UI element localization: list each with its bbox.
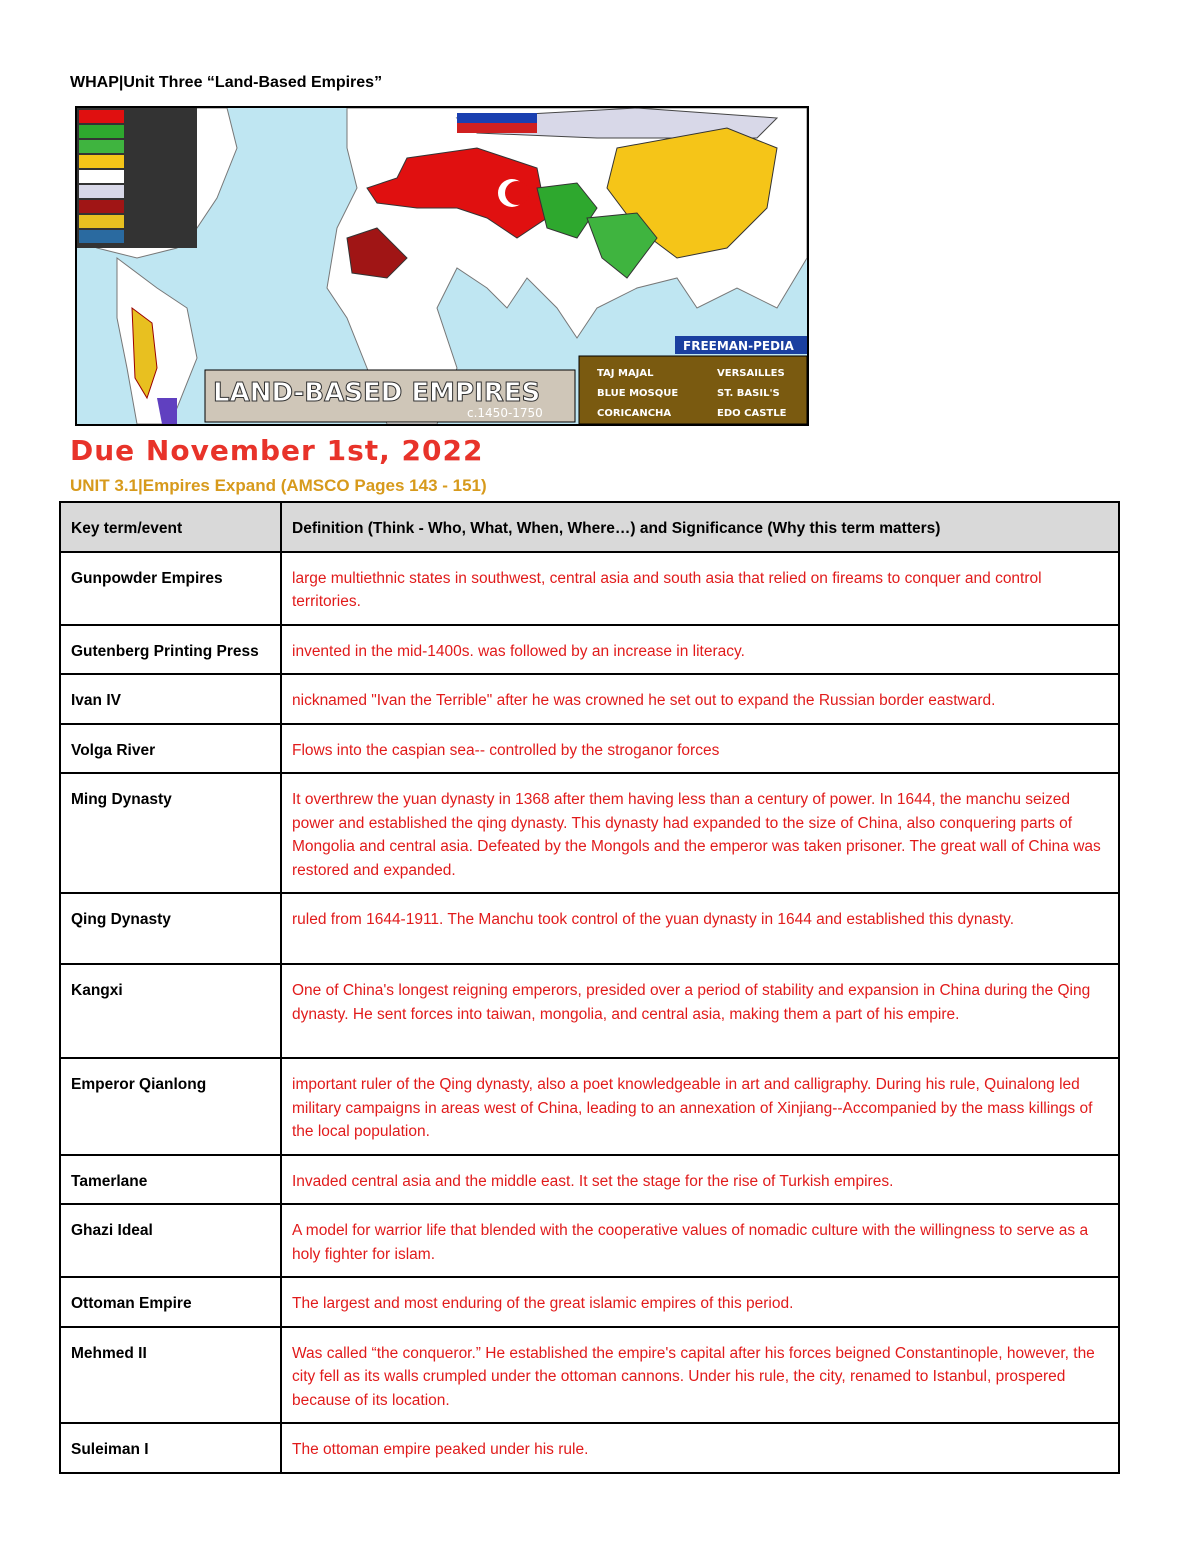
term-cell: Ivan IV [60,674,281,724]
table-row [60,724,1119,774]
term-cell: Kangxi [60,964,281,1058]
term-cell: Gutenberg Printing Press [60,625,281,675]
header-definition: Definition (Think - Who, What, When, Where…) and Significance (Why this term matters) [281,502,1119,552]
term-cell: Ming Dynasty [60,773,281,893]
table-row [60,964,1119,1058]
landmark-versailles: VERSAILLES [717,368,785,379]
table-row [60,1277,1119,1327]
term-cell: Gunpowder Empires [60,552,281,625]
term-cell: Ghazi Ideal [60,1204,281,1277]
term-cell: Ottoman Empire [60,1277,281,1327]
header-key-term: Key term/event [60,502,281,552]
definition-cell: It overthrew the yuan dynasty in 1368 after them having less than a century of power. In 1644, the manchu seized power and established the qing dynasty. This dynasty had expanded to the size of China, also conquering parts of Mongolia and central asia. Defeated by the Mongols and the emperor was taken prisoner. The great wall of China was restored and expanded. [281,773,1119,893]
landmark-coricancha: CORICANCHA [597,408,672,419]
table-row [60,552,1119,625]
term-cell: Emperor Qianlong [60,1058,281,1155]
due-date: Due November 1st, 2022 [70,434,484,467]
definition-cell: A model for warrior life that blended with the cooperative values of nomadic culture with the willingness to serve as a holy fighter for islam. [281,1204,1119,1277]
table-header-row [60,502,1119,552]
definition-cell: ruled from 1644-1911. The Manchu took control of the yuan dynasty in 1644 and established this dynasty. [281,893,1119,964]
term-cell: Qing Dynasty [60,893,281,964]
table-row [60,674,1119,724]
key-terms-table [59,501,1120,1474]
map-dates: c.1450-1750 [467,406,543,420]
unit-heading: UNIT 3.1|Empires Expand (AMSCO Pages 143 - 151) [70,476,487,495]
definition-cell: nicknamed "Ivan the Terrible" after he was crowned he set out to expand the Russian border eastward. [281,674,1119,724]
definition-cell: invented in the mid-1400s. was followed by an increase in literacy. [281,625,1119,675]
table-row [60,1058,1119,1155]
definition-cell: The ottoman empire peaked under his rule. [281,1423,1119,1473]
term-cell: Mehmed II [60,1327,281,1424]
table-row [60,625,1119,675]
term-cell: Tamerlane [60,1155,281,1205]
definition-cell: The largest and most enduring of the great islamic empires of this period. [281,1277,1119,1327]
landmark-edo-castle: EDO CASTLE [717,408,787,419]
table-row [60,893,1119,964]
term-cell: Volga River [60,724,281,774]
landmark-blue-mosque: BLUE MOSQUE [597,388,679,399]
definition-cell: Was called “the conqueror.” He established the empire's capital after his forces beigned Constantinople, however, the city fell as its walls crumpled under the ottoman cannons. Under his rule, the city, renamed to Istanbul, prospered because of its location. [281,1327,1119,1424]
table-row [60,1155,1119,1205]
map-banner: LAND-BASED EMPIRES [213,378,541,408]
term-cell: Suleiman I [60,1423,281,1473]
table-row [60,1423,1119,1473]
definition-cell: Flows into the caspian sea-- controlled by the stroganor forces [281,724,1119,774]
empires-map [75,106,809,426]
definition-cell: important ruler of the Qing dynasty, also a poet knowledgeable in art and calligraphy. During his rule, Quinalong led military campaigns in areas west of China, leading to an annexation of Xinjiang--Accompanied by the mass killings of the local population. [281,1058,1119,1155]
definition-cell: One of China's longest reigning emperors, presided over a period of stability and expansion in China during the Qing dynasty. He sent forces into taiwan, mongolia, and central asia, making them a part of his empire. [281,964,1119,1058]
landmark-st-basils: ST. BASIL'S [717,388,780,399]
definition-cell: large multiethnic states in southwest, central asia and south asia that relied on fireams to conquer and control territories. [281,552,1119,625]
map-brand: FREEMAN-PEDIA [683,339,794,353]
definition-cell: Invaded central asia and the middle east. It set the stage for the rise of Turkish empires. [281,1155,1119,1205]
landmark-taj-majal: TAJ MAJAL [597,368,654,379]
table-row [60,773,1119,893]
table-row [60,1327,1119,1424]
page-title: WHAP|Unit Three “Land-Based Empires” [70,74,383,91]
map-illustration [77,108,807,424]
table-row [60,1204,1119,1277]
